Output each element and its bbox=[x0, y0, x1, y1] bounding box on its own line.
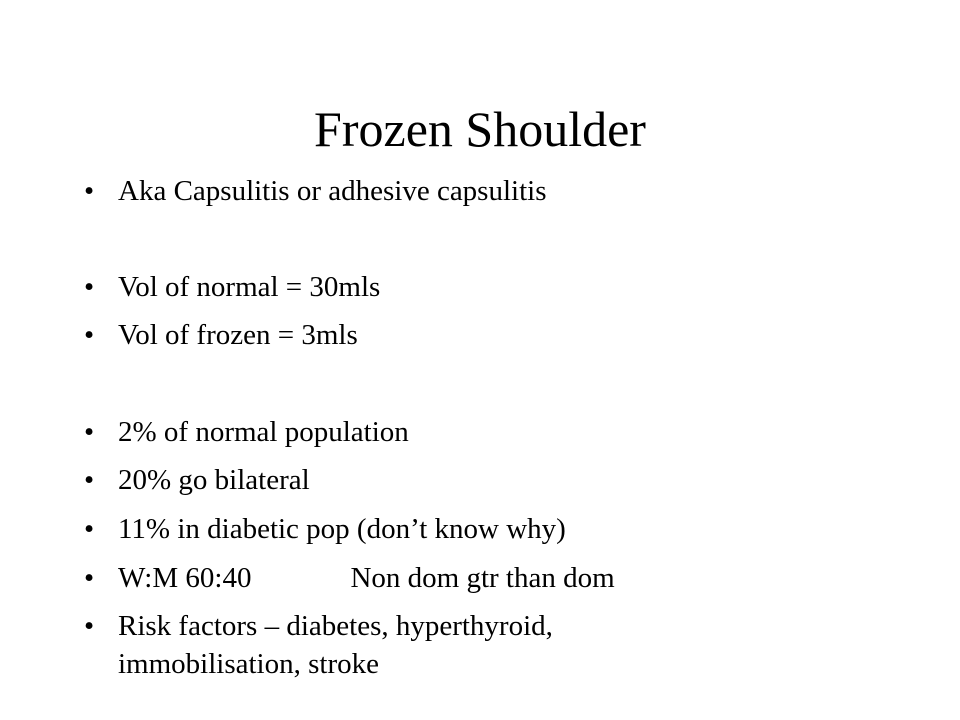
bullet-text bbox=[118, 559, 918, 597]
slide-title: Frozen Shoulder bbox=[314, 101, 646, 157]
bullet-text bbox=[118, 607, 918, 683]
bullet-text: Aka Capsulitis or adhesive capsulitis bbox=[118, 175, 547, 207]
risk-factors-line-2: immobilisation, stroke bbox=[118, 648, 379, 680]
bullet-text: Vol of frozen = 3mls bbox=[118, 319, 358, 351]
bullet-text: 2% of normal population bbox=[118, 416, 409, 448]
bullet-icon: • bbox=[84, 319, 95, 351]
bullet-icon: • bbox=[84, 271, 95, 303]
bullet-icon: • bbox=[84, 416, 95, 448]
bullet-icon: • bbox=[84, 610, 95, 642]
bullet-text: Vol of normal = 30mls bbox=[118, 271, 381, 303]
bullet-icon: • bbox=[84, 175, 95, 207]
bullet-text: 20% go bilateral bbox=[118, 464, 310, 496]
bullet-icon: • bbox=[84, 513, 95, 545]
risk-factors-line-1: Risk factors – diabetes, hyperthyroid, bbox=[118, 610, 553, 642]
bullet-text: 11% in diabetic pop (don’t know why) bbox=[118, 513, 566, 545]
bullet-icon: • bbox=[84, 562, 95, 594]
ratio-text: W:M 60:40 bbox=[118, 562, 252, 594]
dominance-text: Non dom gtr than dom bbox=[350, 562, 615, 594]
bullet-icon: • bbox=[84, 464, 95, 496]
